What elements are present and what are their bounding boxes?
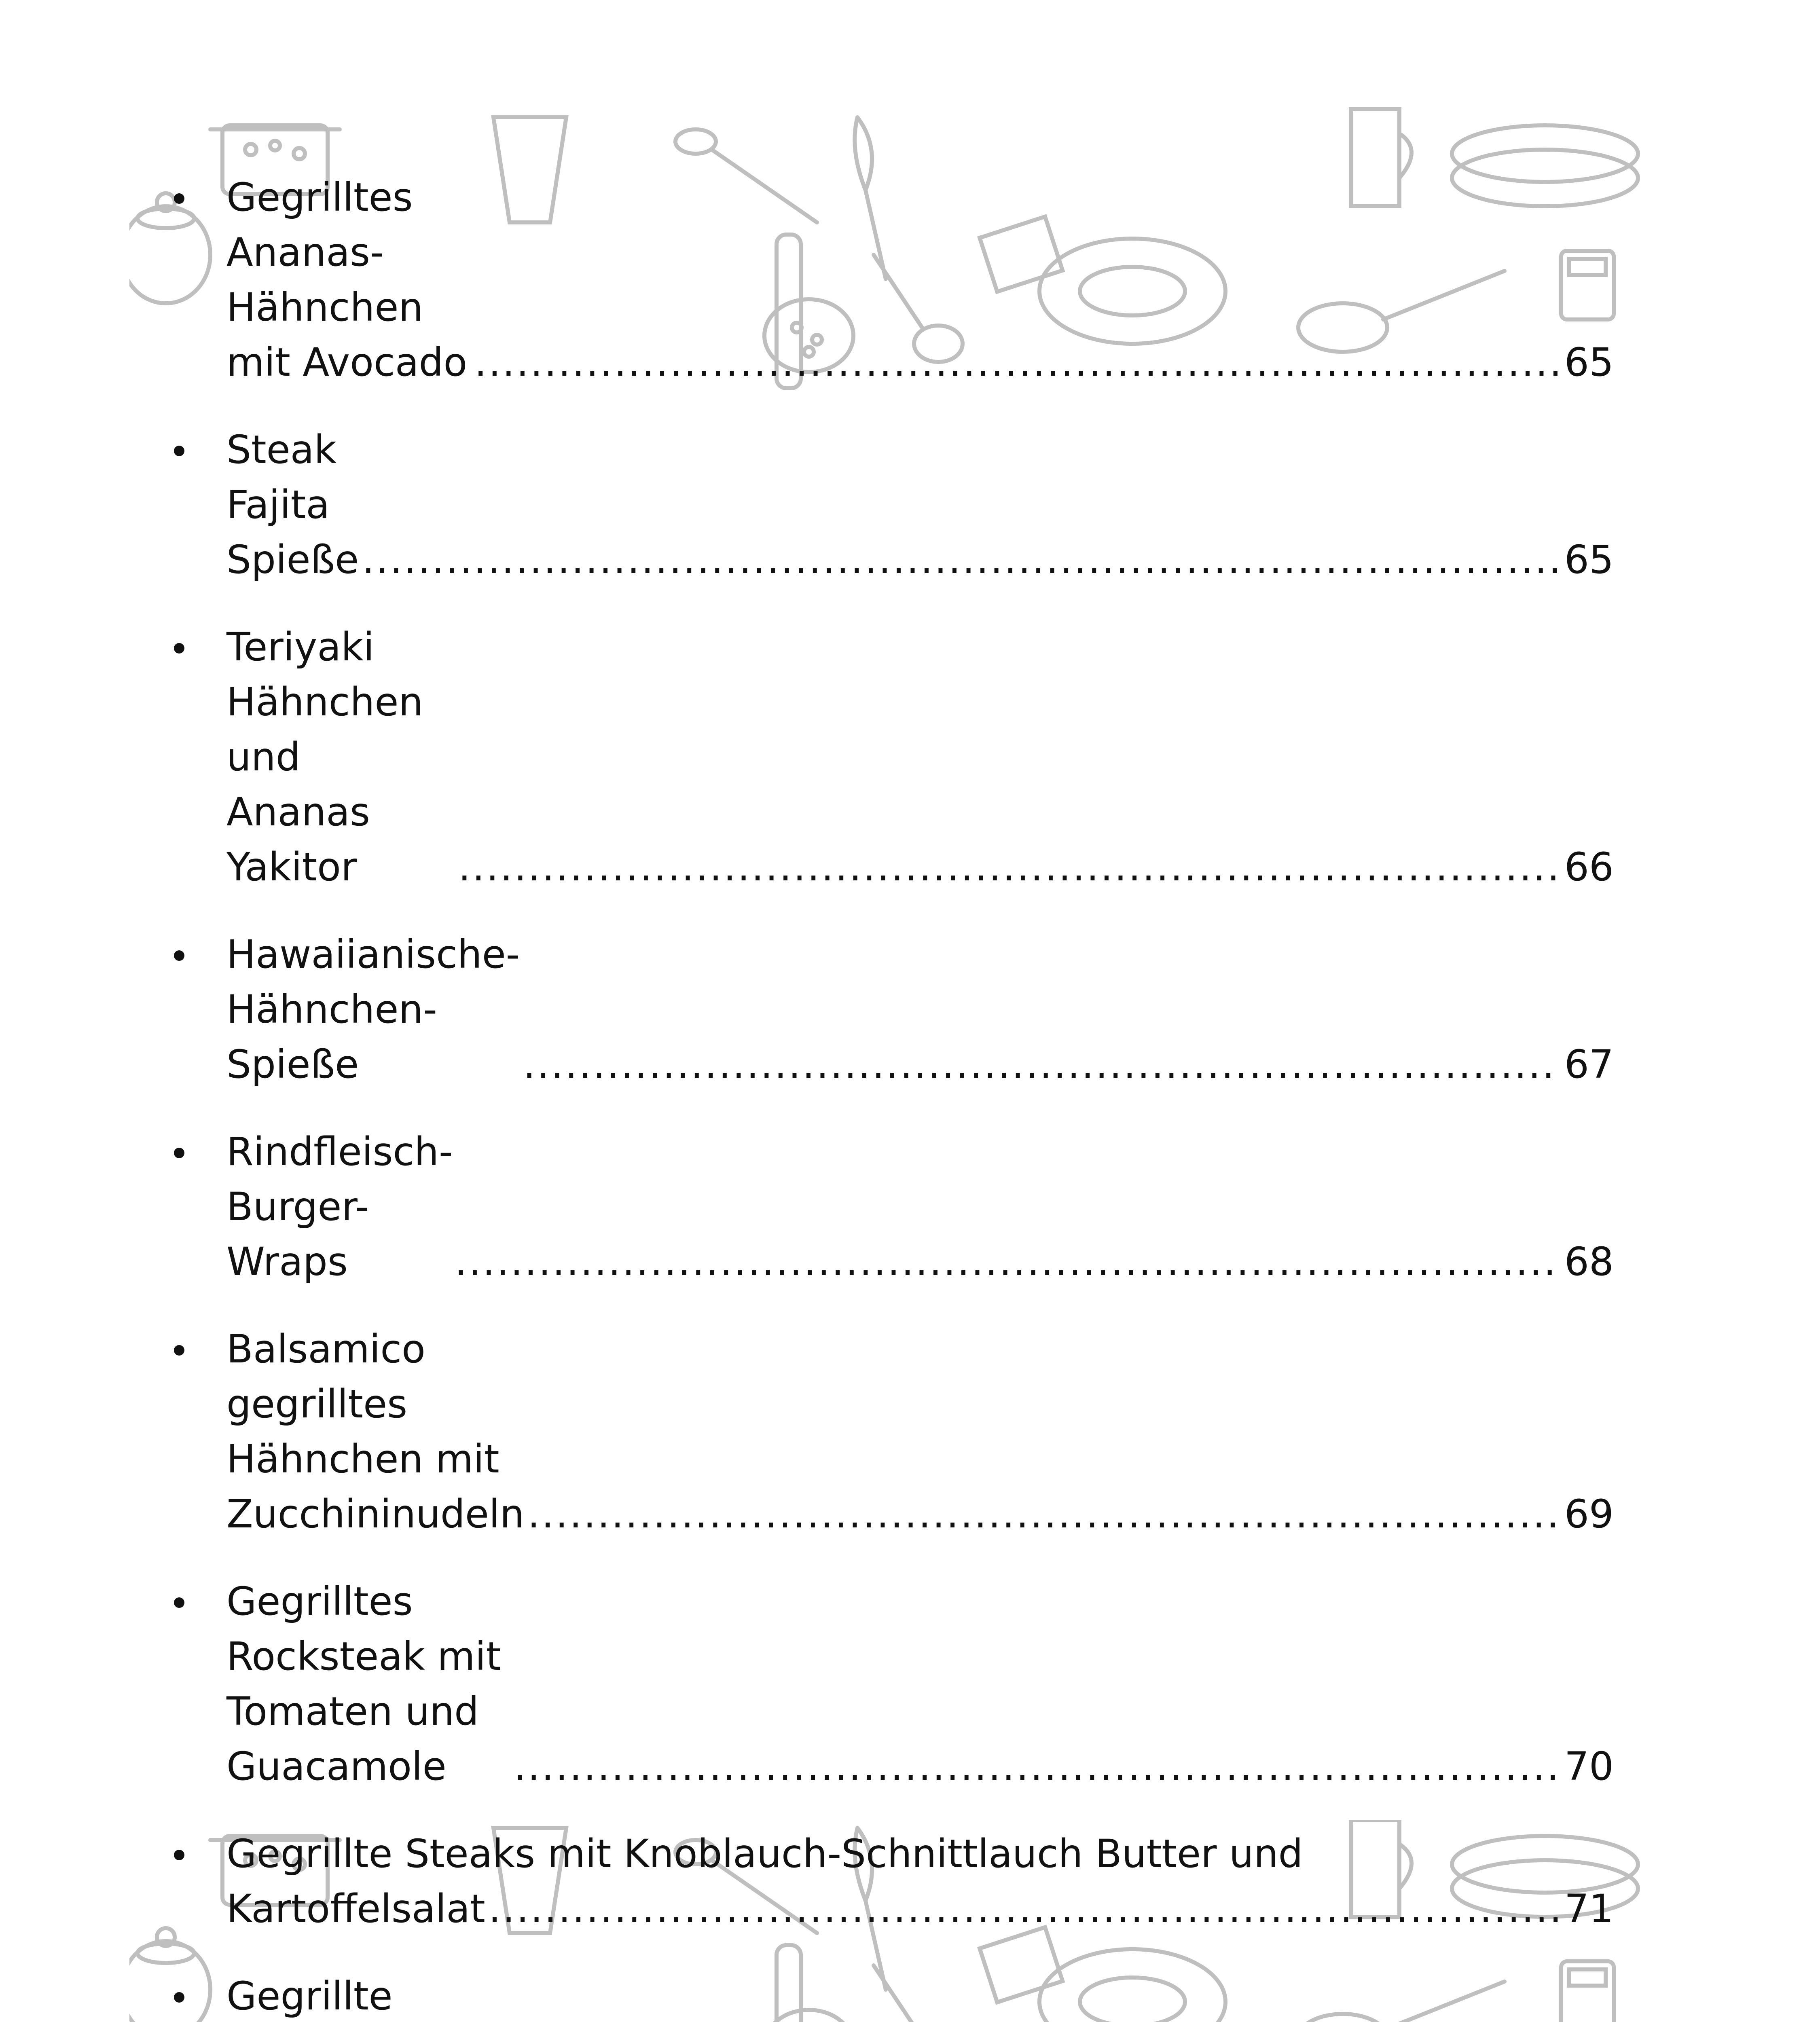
toc-entry[interactable] bbox=[226, 170, 1614, 390]
toc-entry-page: 70 bbox=[1564, 1744, 1614, 1789]
toc-entry[interactable] bbox=[226, 927, 1614, 1092]
bullet-icon bbox=[174, 1992, 184, 2003]
toc-entry-title-continuation bbox=[226, 1881, 1614, 1936]
toc-entry-page: 71 bbox=[1564, 1886, 1614, 1931]
bullet-icon bbox=[174, 643, 184, 654]
dot-leader bbox=[455, 1234, 1560, 1289]
bullet-icon bbox=[174, 1850, 184, 1860]
toc-entry-title: Rindfleisch-Burger-Wraps bbox=[226, 1129, 453, 1284]
toc-entry-title: Gegrilltes Ananas-Hähnchen mit Avocado bbox=[226, 175, 468, 385]
toc-entry-page: 65 bbox=[1564, 340, 1614, 385]
toc-entry[interactable] bbox=[226, 1969, 1614, 2022]
dot-leader bbox=[527, 1487, 1559, 1542]
toc-entry-title: Balsamico gegrilltes Hähnchen mit Zucchininudeln bbox=[226, 1326, 525, 1537]
dot-leader bbox=[514, 1739, 1560, 1794]
toc-entry-title: Teriyaki Hähnchen und Ananas Yakitor bbox=[226, 624, 423, 890]
table-of-contents bbox=[226, 170, 1614, 2022]
toc-entry-page: 68 bbox=[1564, 1239, 1614, 1284]
bullet-icon bbox=[174, 950, 184, 961]
dot-leader bbox=[474, 335, 1560, 390]
toc-entry-page: 67 bbox=[1564, 1042, 1614, 1087]
bullet-icon bbox=[174, 1597, 184, 1608]
toc-entry-title: Hawaiianische-Hähnchen-Spieße bbox=[226, 932, 520, 1087]
dot-leader bbox=[458, 840, 1560, 895]
sugar-bowl-icon bbox=[129, 193, 210, 303]
sugar-bowl-icon bbox=[129, 1928, 210, 2022]
toc-entry-title: Gegrilltes Rocksteak mit Tomaten und Guacamole bbox=[226, 1579, 501, 1789]
toc-entry-page: 66 bbox=[1564, 844, 1614, 890]
bullet-icon bbox=[174, 446, 184, 456]
toc-entry-page: 69 bbox=[1564, 1491, 1614, 1537]
toc-entry-title: Gegrillte Steaks mit Knoblauch-Schnittlauch Butter und bbox=[226, 1831, 1303, 1876]
dot-leader bbox=[362, 532, 1560, 587]
toc-entry-title-block bbox=[226, 1826, 1614, 1936]
toc-entry-title: Gegrillte bbox=[226, 1973, 393, 2019]
bullet-icon bbox=[174, 1345, 184, 1356]
dot-leader bbox=[523, 1037, 1559, 1092]
toc-entry[interactable] bbox=[226, 1322, 1614, 1542]
bullet-icon bbox=[174, 193, 184, 204]
toc-entry[interactable] bbox=[226, 1574, 1614, 1794]
toc-entry[interactable] bbox=[226, 422, 1614, 587]
dot-leader bbox=[489, 1881, 1560, 1936]
toc-entry-page: 65 bbox=[1564, 537, 1614, 582]
bullet-icon bbox=[174, 1148, 184, 1158]
toc-entry-title: Kartoffelsalat bbox=[226, 1886, 485, 1931]
toc-entry[interactable] bbox=[226, 620, 1614, 895]
toc-entry[interactable] bbox=[226, 1826, 1614, 1936]
toc-entry-title: Steak Fajita Spieße bbox=[226, 427, 359, 582]
toc-entry[interactable] bbox=[226, 1124, 1614, 1289]
